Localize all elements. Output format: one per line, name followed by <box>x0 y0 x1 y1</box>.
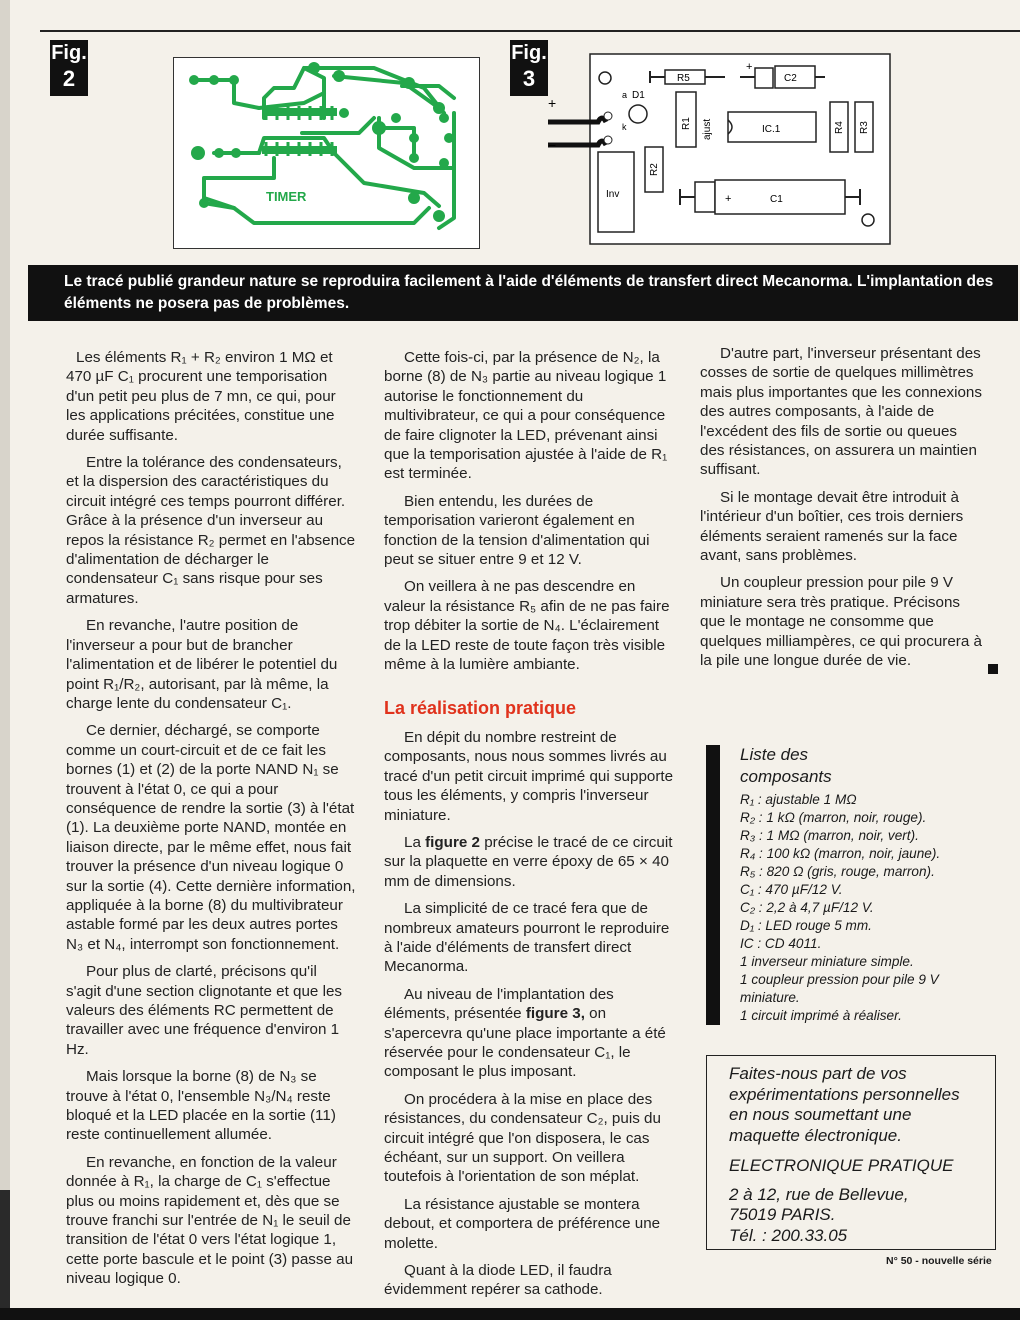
paragraph: La figure 2 précise le tracé de ce circuit sur la plaquette en verre époxy de 65 × 40 mm de dimensions. <box>384 833 673 890</box>
phone-number: Tél. : 200.33.05 <box>729 1225 848 1245</box>
parts-list-item: IC : CD 4011. <box>740 936 822 951</box>
issue-footer: N° 50 - nouvelle série <box>886 1255 992 1267</box>
paragraph: Mais lorsque la borne (8) de N₃ se trouve à l'état 0, l'ensemble N₃/N₄ reste bloqué et la LED placée en la sortie (11) reste continuellement allumée. <box>66 1068 336 1144</box>
text-column-2 <box>384 348 674 1308</box>
svg-text:IC.1: IC.1 <box>762 124 781 135</box>
svg-text:+: + <box>548 95 557 111</box>
parts-list-item: C₁ : 470 µF/12 V. <box>740 882 843 897</box>
parts-list-item: miniature. <box>740 990 800 1005</box>
publisher-name: ELECTRONIQUE PRATIQUE <box>729 1156 954 1175</box>
parts-list-title: composants <box>740 767 832 786</box>
paragraph: En revanche, l'autre position de l'inverseur a pour but de brancher l'alimentation et de libérer le potentiel du point R₁/R₂, autorisant, par là même, la charge lente du condensateur C₁. <box>66 617 338 712</box>
svg-text:R2: R2 <box>649 163 660 176</box>
parts-list-item: 1 inverseur miniature simple. <box>740 954 914 969</box>
svg-text:+: + <box>725 193 732 205</box>
svg-text:C2: C2 <box>784 73 797 84</box>
svg-text:Inv: Inv <box>606 189 620 200</box>
page-edge-dark <box>0 1190 10 1320</box>
paragraph: Quant à la diode LED, il faudra évidemment repérer sa cathode. <box>384 1262 612 1299</box>
figure-caption: Le tracé publié grandeur nature se reproduira facilement à l'aide d'éléments de transfert direct Mecanorma. L'implantation des éléments ne posera pas de problèmes. <box>28 265 1018 321</box>
paragraph: On procédera à la mise en place des résistances, du condensateur C₂, puis du circuit intégré que l'on disposera, le cas échéant, sur un support. On veillera toutefois à l'orientation de son méplat. <box>384 1090 661 1186</box>
svg-text:D1: D1 <box>632 90 645 101</box>
end-of-article-mark <box>988 664 998 674</box>
svg-text:R5: R5 <box>677 73 690 84</box>
paragraph: La simplicité de ce tracé fera que de nombreux amateurs pourront le reproduire à l'aide d'éléments de transfert direct Mecanorma. <box>384 900 670 976</box>
paragraph: La résistance ajustable se montera debout, et comportera de préférence une molette. <box>384 1195 661 1252</box>
paragraph: En revanche, en fonction de la valeur donnée à R₁, la charge de C₁ s'effectue plus ou moins rapidement et, dès que se trouve franchi sur l'entrée de N₁ le seuil de transition de l'état 0 vers l'état logique 1, cette porte bascule et le point (3) passe au niveau logique 0. <box>66 1153 354 1288</box>
paragraph: On veillera à ne pas descendre en valeur la résistance R₅ afin de ne pas faire trop débiter la sortie de N₄. L'éclairement de la LED reste de toute façon très visible même à la lumière ambiante. <box>384 578 670 674</box>
svg-text:C1: C1 <box>770 194 783 205</box>
paragraph: Cette fois-ci, par la présence de N₂, la borne (8) de N₃ partie au niveau logique 1 autorise le fonctionnement du multivibrateur, ce qui a pour conséquence de faire clignoter la LED, prévenant ainsi que la temporisation ajustée à l'aide de R₁ est terminée. <box>384 349 668 483</box>
paragraph: Les éléments R₁ + R₂ environ 1 MΩ et 470 µF C₁ procurent une temporisation d'un petit peu plus de 7 mn, ce qui, pour les applications précitées, constitue une durée suffisante. <box>66 349 336 444</box>
fig2-pcb-layout <box>173 57 480 249</box>
component-layout-drawing <box>540 52 895 248</box>
text-column-3 <box>700 344 985 679</box>
parts-list-item: R₂ : 1 kΩ (marron, noir, rouge). <box>740 810 927 825</box>
parts-list-item: R₅ : 820 Ω (gris, rouge, marron). <box>740 864 935 879</box>
svg-text:R3: R3 <box>859 121 870 134</box>
parts-list-item: D₁ : LED rouge 5 mm. <box>740 918 872 933</box>
top-rule <box>40 30 1020 32</box>
parts-list-item: 1 coupleur pression pour pile 9 V <box>740 972 939 987</box>
fig3-label: Fig. 3 <box>510 40 548 96</box>
paragraph: Bien entendu, les durées de temporisation varieront également en fonction de la tension d'alimentation qui peut se situer entre 9 et 12 V. <box>384 492 650 569</box>
svg-text:+: + <box>746 61 753 73</box>
parts-list-item: 1 circuit imprimé à réaliser. <box>740 1008 902 1023</box>
paragraph: Si le montage devait être introduit à l'intérieur d'un boîtier, ces trois derniers éléments seraient ramenés sur la face avant, sans problèmes. <box>700 488 964 565</box>
parts-list-box <box>706 745 1006 1025</box>
contact-box: Faites-nous part de vos expérimentations personnelles en nous soumettant une maquette électronique. ELECTRONIQUE PRATIQUE 2 à 12, rue de Bellevue, 75019 PARIS. Tél. : 200.33.05 <box>706 1055 996 1250</box>
address-line: 75019 PARIS. <box>729 1205 836 1224</box>
text-column-1 <box>66 348 356 1297</box>
fig2-label: Fig. 2 <box>50 40 88 96</box>
svg-text:a: a <box>622 90 628 100</box>
paragraph: D'autre part, l'inverseur présentant des cosses de sortie de quelques millimètres mais plus importantes que les connexions des autres composants, à l'aide de l'excédent des fils de sortie ou queues des résistances, on assurera un maintien suffisant. <box>700 345 982 479</box>
parts-list-item: R₄ : 100 kΩ (marron, noir, jaune). <box>740 846 941 861</box>
address-line: 2 à 12, rue de Bellevue, <box>729 1184 909 1204</box>
svg-text:ajust: ajust <box>702 118 713 140</box>
paragraph: Un coupleur pression pour pile 9 V miniature sera très pratique. Précisons que le montage ne consomme que quelques milliampères, ce qui procurera à la pile une longue durée de vie. <box>700 574 982 670</box>
parts-list-title: Liste des <box>740 745 809 764</box>
svg-text:R4: R4 <box>834 121 845 134</box>
paragraph: Entre la tolérance des condensateurs, et la dispersion des caractéristiques du circuit intégré ces temps pourront différer. Grâce à la présence d'un inverseur au repos la résistance R₂ permet en l'absence d'alimentation de décharger le condensateur C₁ sans risque pour ses armatures. <box>66 454 356 607</box>
svg-text:−: − <box>548 137 557 153</box>
section-heading: La réalisation pratique <box>384 697 577 718</box>
svg-text:R1: R1 <box>681 117 692 130</box>
paragraph: En dépit du nombre restreint de composants, nous nous sommes livrés au tracé d'un petit circuit imprimé qui supporte tous les éléments, y compris l'inverseur miniature. <box>384 728 674 824</box>
bottom-edge <box>0 1308 1020 1320</box>
fig3-component-layout <box>540 52 895 248</box>
figure-reference: figure 3, <box>525 1005 585 1023</box>
paragraph: Pour plus de clarté, précisons qu'il s'agit d'une section clignotante et que les valeurs des éléments RC permettent de travailler avec une fréquence d'environ 1 Hz. <box>66 963 342 1058</box>
page-edge-strip <box>0 0 10 1320</box>
timer-label: TIMER <box>266 189 307 204</box>
pcb-trace-drawing <box>174 58 479 248</box>
paragraph: Au niveau de l'implantation des éléments, présentée figure 3, on s'apercevra qu'une place importante a été réservée pour le condensateur C₁, le composant le plus imposant. <box>384 985 666 1081</box>
figure-reference: figure 2 <box>425 833 480 851</box>
parts-list-item: C₂ : 2,2 à 4,7 µF/12 V. <box>740 900 874 915</box>
paragraph: Ce dernier, déchargé, se comporte comme un court-circuit et de ce fait les bornes (1) et (2) de la porte NAND N₁ se trouvent à l'état 0, ce qui a pour conséquence de rendre la sortie (3) à l'état (1). La deuxième porte NAND, montée en liaison directe, par le même effet, nous fait trouver la présence d'un niveau logique 0 sur la sortie (4). Cette dernière information, appliquée à la borne (8) du multivibrateur astable formé par les deux autres portes N₃ et N₄, interrompt son fonctionnement. <box>66 722 356 953</box>
parts-list-item: R₁ : ajustable 1 MΩ <box>740 792 857 807</box>
parts-list-item: R₃ : 1 MΩ (marron, noir, vert). <box>740 828 919 843</box>
svg-text:k: k <box>622 122 627 132</box>
